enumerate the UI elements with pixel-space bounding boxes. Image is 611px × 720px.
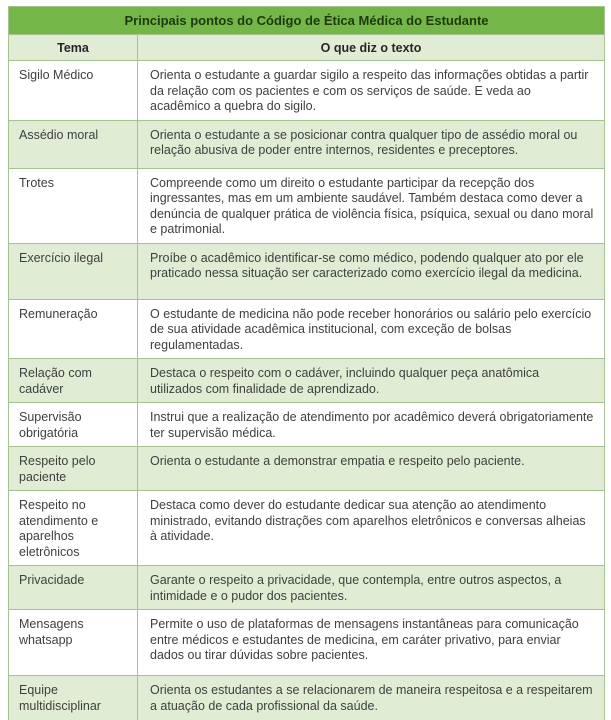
table-row [9, 299, 605, 359]
texto-cell: Destaca como dever do estudante dedicar sua atenção ao atendimento ministrado, evitando distrações com aparelhos eletrônicos e conversas alheias à atividade. [138, 491, 605, 566]
tema-cell: Sigilo Médico [9, 61, 138, 121]
column-header-texto: O que diz o texto [138, 35, 605, 61]
table-title-row [9, 7, 605, 35]
table-header-row [9, 35, 605, 61]
texto-cell: Compreende como um direito o estudante participar da recepção dos ingressantes, mas em um ambiente saudável. Também destaca como dever a denúncia de qualquer prática de violência física, psíquica, sexual ou dano moral e patrimonial. [138, 168, 605, 243]
texto-cell: Destaca o respeito com o cadáver, incluindo qualquer peça anatômica utilizados com finalidade de aprendizado. [138, 359, 605, 403]
tema-cell: Respeito pelo paciente [9, 447, 138, 491]
texto-cell: Instrui que a realização de atendimento por acadêmico deverá obrigatoriamente ter supervisão médica. [138, 403, 605, 447]
tema-cell: Assédio moral [9, 120, 138, 168]
tema-cell: Exercício ilegal [9, 243, 138, 299]
texto-cell: Orienta o estudante a guardar sigilo a respeito das informações obtidas a partir da relação com os pacientes e com os serviços de saúde. E veda ao acadêmico a quebra do sigilo. [138, 61, 605, 121]
table-title: Principais pontos do Código de Ética Médica do Estudante [9, 7, 605, 35]
table-row [9, 676, 605, 720]
table-row [9, 447, 605, 491]
tema-cell: Mensagens whatsapp [9, 610, 138, 676]
table-row [9, 403, 605, 447]
table-row [9, 243, 605, 299]
table-row [9, 491, 605, 566]
tema-cell: Equipe multidisciplinar [9, 676, 138, 720]
table-row [9, 120, 605, 168]
texto-cell: Proíbe o acadêmico identificar-se como médico, podendo qualquer ato por ele praticado nessa situação ser caracterizado como exercício ilegal da medicina. [138, 243, 605, 299]
table-row [9, 168, 605, 243]
texto-cell: Permite o uso de plataformas de mensagens instantâneas para comunicação entre médicos e estudantes de medicina, em caráter privativo, para enviar dados ou tirar dúvidas sobre pacientes. [138, 610, 605, 676]
column-header-tema: Tema [9, 35, 138, 61]
tema-cell: Supervisão obrigatória [9, 403, 138, 447]
texto-cell: Orienta os estudantes a se relacionarem de maneira respeitosa e a respeitarem a atuação de cada profissional da saúde. [138, 676, 605, 720]
texto-cell: Orienta o estudante a demonstrar empatia e respeito pelo paciente. [138, 447, 605, 491]
texto-cell: Orienta o estudante a se posicionar contra qualquer tipo de assédio moral ou relação abusiva de poder entre internos, residentes e preceptores. [138, 120, 605, 168]
table-row [9, 610, 605, 676]
texto-cell: Garante o respeito a privacidade, que contempla, entre outros aspectos, a intimidade e o pudor dos pacientes. [138, 566, 605, 610]
tema-cell: Privacidade [9, 566, 138, 610]
tema-cell: Remuneração [9, 299, 138, 359]
table-row [9, 359, 605, 403]
table-row [9, 566, 605, 610]
table-row [9, 61, 605, 121]
document-table [8, 6, 605, 720]
tema-cell: Trotes [9, 168, 138, 243]
table-body [9, 61, 605, 720]
tema-cell: Relação com cadáver [9, 359, 138, 403]
tema-cell: Respeito no atendimento e aparelhos eletrônicos [9, 491, 138, 566]
texto-cell: O estudante de medicina não pode receber honorários ou salário pelo exercício de sua atividade acadêmica institucional, com exceção de bolsas regulamentadas. [138, 299, 605, 359]
